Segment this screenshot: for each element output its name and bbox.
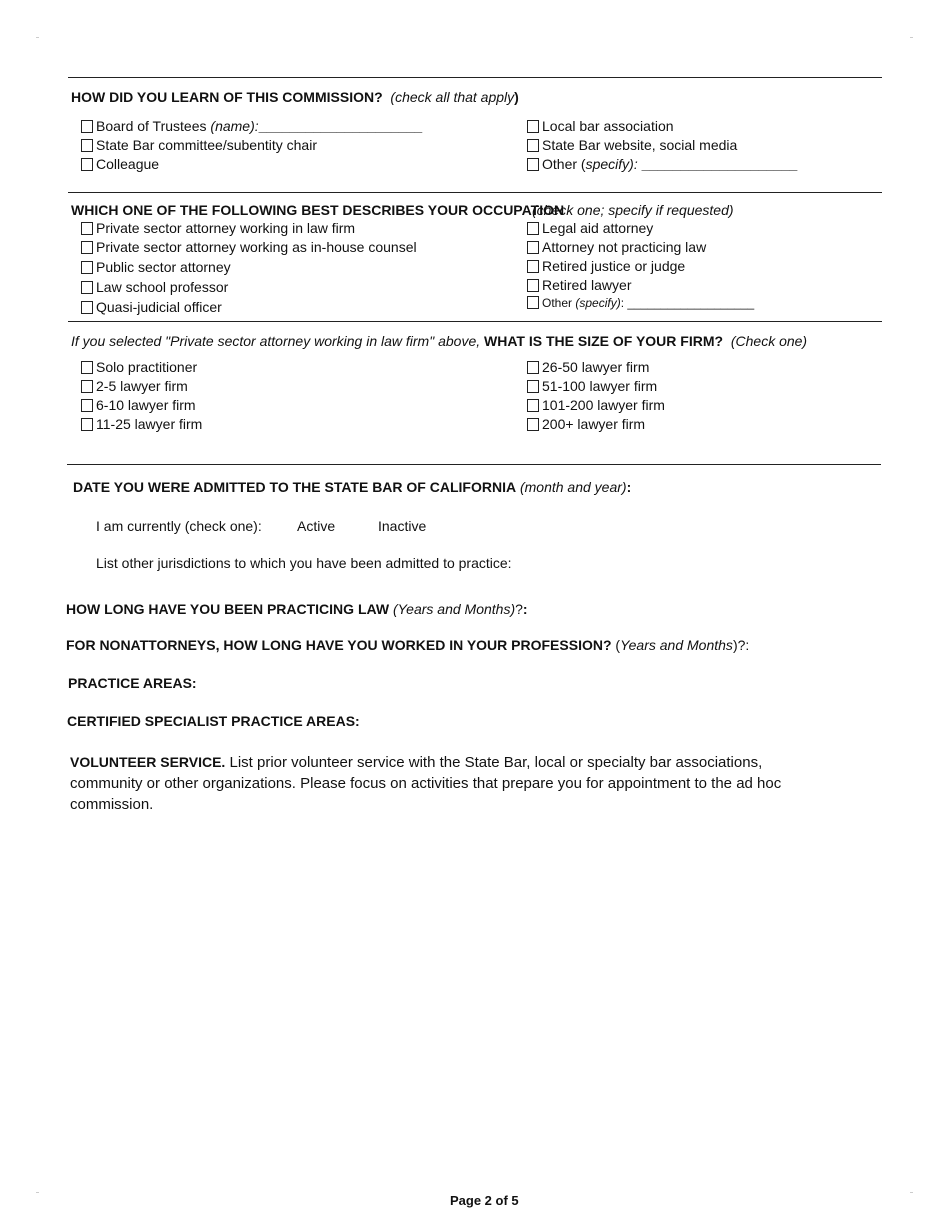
option-local-bar[interactable]: Local bar association xyxy=(527,117,797,136)
option-101-200[interactable]: 101-200 lawyer firm xyxy=(527,396,665,415)
occupation-left-options xyxy=(81,219,417,317)
option-other-occupation[interactable]: Other (specify): ___________________ xyxy=(527,295,754,311)
occupation-hint: (check one; specify if requested) xyxy=(532,202,734,218)
checkbox[interactable] xyxy=(527,296,539,309)
commission-question: HOW DID YOU LEARN OF THIS COMMISSION? (check all that apply) xyxy=(71,89,519,105)
option-retired-lawyer[interactable]: Retired lawyer xyxy=(527,276,754,295)
admission-question: DATE YOU WERE ADMITTED TO THE STATE BAR OF CALIFORNIA (month and year): xyxy=(73,479,632,495)
certified-areas-label: CERTIFIED SPECIALIST PRACTICE AREAS: xyxy=(67,713,360,729)
commission-title: HOW DID YOU LEARN OF THIS COMMISSION? xyxy=(71,89,383,105)
checkbox[interactable] xyxy=(527,120,539,133)
volunteer-paragraph: VOLUNTEER SERVICE. List prior volunteer service with the State Bar, local or specialty bar associations, community or other organizations. Please focus on activities that prepare you for appointment to the ad hoc commission. xyxy=(70,754,782,813)
checkbox[interactable] xyxy=(81,380,93,393)
option-6-10[interactable]: 6-10 lawyer firm xyxy=(81,396,202,415)
option-private-law-firm[interactable]: Private sector attorney working in law firm xyxy=(81,219,417,238)
checkbox[interactable] xyxy=(81,120,93,133)
commission-right-options xyxy=(527,117,797,174)
option-quasi-judicial[interactable]: Quasi-judicial officer xyxy=(81,298,417,317)
option-law-professor[interactable]: Law school professor xyxy=(81,278,417,297)
checkbox[interactable] xyxy=(81,281,93,294)
firm-size-left-options xyxy=(81,358,202,434)
commission-left-options xyxy=(81,117,422,174)
option-solo[interactable]: Solo practitioner xyxy=(81,358,202,377)
option-state-bar-website[interactable]: State Bar website, social media xyxy=(527,136,797,155)
option-in-house-counsel[interactable]: Private sector attorney working as in-house counsel xyxy=(81,238,417,257)
option-51-100[interactable]: 51-100 lawyer firm xyxy=(527,377,665,396)
checkbox[interactable] xyxy=(527,279,539,292)
status-inactive[interactable]: Inactive xyxy=(378,518,427,534)
specify-blank[interactable]: ____________________ xyxy=(637,156,798,172)
checkbox[interactable] xyxy=(527,158,539,171)
option-legal-aid[interactable]: Legal aid attorney xyxy=(527,219,754,238)
occupation-right-options xyxy=(527,219,754,311)
occupation-question xyxy=(71,201,564,220)
checkbox[interactable] xyxy=(81,361,93,374)
checkbox[interactable] xyxy=(81,139,93,152)
checkbox[interactable] xyxy=(527,380,539,393)
occupation-title: WHICH ONE OF THE FOLLOWING BEST DESCRIBES YOUR OCCUPATION xyxy=(71,202,565,218)
option-board-of-trustees[interactable]: Board of Trustees (name):_____________________ xyxy=(81,117,422,136)
checkbox[interactable] xyxy=(81,418,93,431)
checkbox[interactable] xyxy=(527,361,539,374)
option-11-25[interactable]: 11-25 lawyer firm xyxy=(81,415,202,434)
volunteer-title: VOLUNTEER SERVICE. xyxy=(70,754,226,770)
practicing-question: HOW LONG HAVE YOU BEEN PRACTICING LAW (Years and Months)?: xyxy=(66,601,528,617)
option-26-50[interactable]: 26-50 lawyer firm xyxy=(527,358,665,377)
option-other[interactable]: Other (specify): ____________________ xyxy=(527,155,797,174)
commission-hint: (check all that apply xyxy=(390,89,515,105)
option-colleague[interactable]: Colleague xyxy=(81,155,422,174)
page-number: Page 2 of 5 xyxy=(450,1193,519,1208)
status-active[interactable]: Active xyxy=(297,518,336,534)
practice-areas-label: PRACTICE AREAS: xyxy=(68,675,197,691)
name-blank[interactable]: _____________________ xyxy=(258,118,423,134)
checkbox[interactable] xyxy=(527,418,539,431)
checkbox[interactable] xyxy=(527,222,539,235)
rule-top xyxy=(68,77,882,78)
jurisdictions-label: List other jurisdictions to which you have been admitted to practice: xyxy=(96,555,512,571)
option-state-bar-committee[interactable]: State Bar committee/subentity chair xyxy=(81,136,422,155)
firm-size-question: If you selected "Private sector attorney working in law firm" above, WHAT IS THE SIZE OF YOUR FIRM? (Check one) xyxy=(71,333,808,349)
rule-admission xyxy=(67,464,881,465)
rule-firm-size xyxy=(68,321,882,322)
firm-size-title: WHAT IS THE SIZE OF YOUR FIRM? xyxy=(484,333,724,349)
checkbox[interactable] xyxy=(527,241,539,254)
status-label: I am currently (check one): xyxy=(96,518,262,534)
checkbox[interactable] xyxy=(81,399,93,412)
option-200-plus[interactable]: 200+ lawyer firm xyxy=(527,415,665,434)
checkbox[interactable] xyxy=(527,139,539,152)
option-public-sector[interactable]: Public sector attorney xyxy=(81,258,417,277)
checkbox[interactable] xyxy=(527,260,539,273)
checkbox[interactable] xyxy=(81,241,93,254)
option-retired-judge[interactable]: Retired justice or judge xyxy=(527,257,754,276)
admission-title: DATE YOU WERE ADMITTED TO THE STATE BAR OF CALIFORNIA xyxy=(73,479,517,495)
firm-size-right-options xyxy=(527,358,665,434)
specify-blank[interactable]: : ___________________ xyxy=(620,296,755,310)
checkbox[interactable] xyxy=(81,261,93,274)
checkbox[interactable] xyxy=(527,399,539,412)
checkbox[interactable] xyxy=(81,222,93,235)
nonattorney-question: FOR NONATTORNEYS, HOW LONG HAVE YOU WORKED IN YOUR PROFESSION? (Years and Months)?: xyxy=(66,637,750,653)
option-2-5[interactable]: 2-5 lawyer firm xyxy=(81,377,202,396)
option-not-practicing[interactable]: Attorney not practicing law xyxy=(527,238,754,257)
rule-occupation xyxy=(68,192,882,193)
checkbox[interactable] xyxy=(81,301,93,314)
checkbox[interactable] xyxy=(81,158,93,171)
